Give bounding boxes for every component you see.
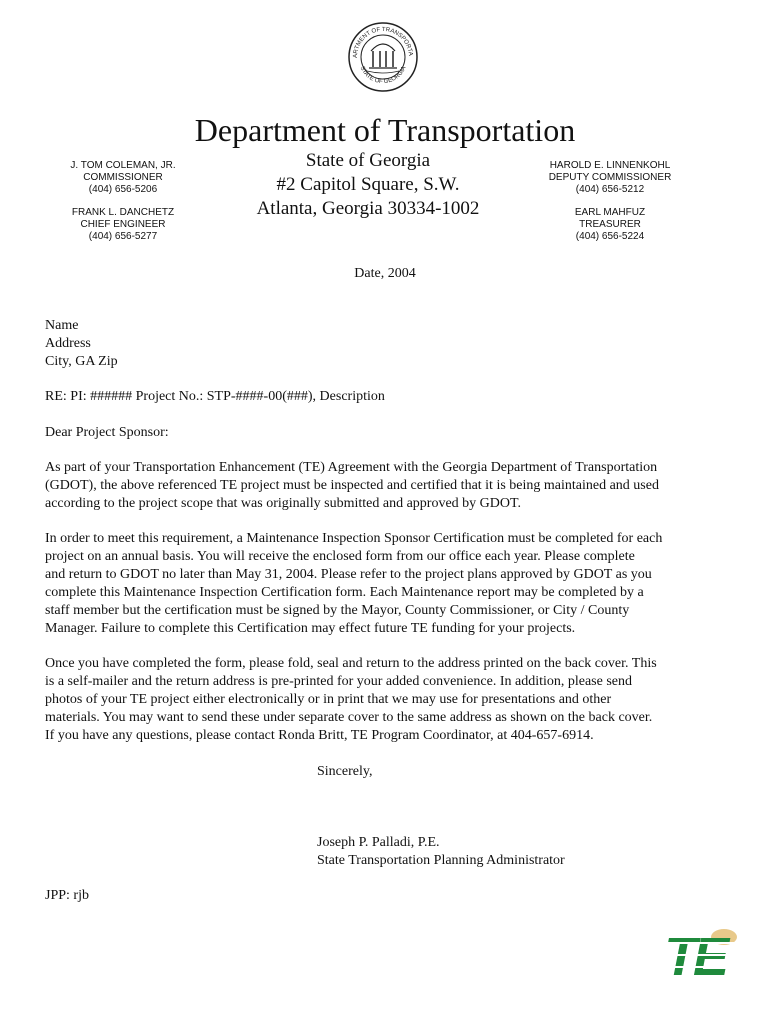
official-title: COMMISSIONER — [83, 172, 163, 183]
paragraph-line: As part of your Transportation Enhancement (TE) Agreement with the Georgia Department of Transportation — [45, 460, 658, 475]
recipient-line: Name — [45, 318, 79, 333]
seal-bottom-text: STATE OF GEORGIA — [358, 65, 408, 86]
te-logo — [662, 921, 748, 981]
te-logo-icon — [662, 921, 748, 981]
state-seal — [347, 21, 419, 93]
official-commissioner — [48, 160, 198, 196]
paragraph-line: is a self-mailer and the return address is pre-printed for your added convenience. In addition, please send — [45, 674, 633, 689]
paragraph-line: and return to GDOT no later than May 31, 2004. Please refer to the project plans approved by GDOT as you — [45, 567, 652, 582]
paragraph-line: In order to meet this requirement, a Maintenance Inspection Sponsor Certification must be completed for each — [45, 531, 663, 546]
address-line: Atlanta, Georgia 30334-1002 — [256, 198, 480, 219]
paragraph-line: Once you have completed the form, please fold, seal and return to the address printed on the back cover. This — [45, 656, 657, 671]
department-address — [228, 149, 508, 221]
official-phone: (404) 656-5224 — [575, 231, 645, 242]
official-name: HAROLD E. LINNENKOHL — [549, 160, 671, 171]
letter-date: Date, 2004 — [354, 266, 416, 281]
paragraph-1 — [45, 459, 735, 513]
paragraph-line: project on an annual basis. You will receive the enclosed form from our office each year. Please complete — [45, 549, 635, 564]
typist-initials: JPP: rjb — [45, 888, 89, 903]
paragraph-line: If you have any questions, please contact Ronda Britt, TE Program Coordinator, at 404-657-6914. — [45, 728, 594, 743]
official-title: DEPUTY COMMISSIONER — [548, 172, 672, 183]
paragraph-line: staff member but the certification must be signed by the Mayor, County Commissioner, or City / County — [45, 603, 630, 618]
official-phone: (404) 656-5212 — [575, 184, 645, 195]
official-chief-engineer — [48, 207, 198, 243]
department-title: Department of Transportation — [194, 112, 576, 148]
paragraph-2 — [45, 530, 735, 638]
official-treasurer — [535, 207, 685, 243]
salutation: Dear Project Sponsor: — [45, 425, 169, 440]
official-phone: (404) 656-5277 — [88, 231, 158, 242]
paragraph-line: photos of your TE project either electronically or in print that we may use for presentations and other — [45, 692, 612, 707]
state-seal-icon — [347, 21, 419, 93]
official-title: TREASURER — [579, 219, 641, 230]
recipient-line: City, GA Zip — [45, 354, 118, 369]
paragraph-line: according to the project scope that was originally submitted and approved by GDOT. — [45, 496, 521, 511]
official-name: J. TOM COLEMAN, JR. — [70, 160, 176, 171]
paragraph-line: complete this Maintenance Inspection Certification form. Each Maintenance report may be completed by a — [45, 585, 644, 600]
address-line: #2 Capitol Square, S.W. — [276, 174, 460, 195]
recipient-block — [45, 317, 735, 371]
paragraph-line: materials. You may want to send these under separate cover to the same address as shown on the back cover. — [45, 710, 653, 725]
seal-top-text: ARTMENT OF TRANSPORTA — [352, 26, 413, 59]
official-title: CHIEF ENGINEER — [80, 219, 166, 230]
official-name: EARL MAHFUZ — [574, 207, 646, 218]
official-phone: (404) 656-5206 — [88, 184, 158, 195]
signature-name: Joseph P. Palladi, P.E. — [317, 835, 440, 850]
recipient-line: Address — [45, 336, 91, 351]
signature-block — [317, 834, 565, 870]
logo-letters: TE — [664, 927, 726, 981]
paragraph-3 — [45, 655, 735, 745]
address-line: State of Georgia — [305, 150, 431, 171]
official-name: FRANK L. DANCHETZ — [71, 207, 175, 218]
paragraph-line: (GDOT), the above referenced TE project must be inspected and certified that it is being maintained and used — [45, 478, 659, 493]
signature-title: State Transportation Planning Administrator — [317, 853, 565, 868]
closing: Sincerely, — [317, 764, 373, 779]
official-deputy-commissioner — [535, 160, 685, 196]
paragraph-line: Manager. Failure to complete this Certification may effect future TE funding for your projects. — [45, 621, 576, 636]
re-line: RE: PI: ###### Project No.: STP-####-00(###), Description — [45, 389, 385, 404]
